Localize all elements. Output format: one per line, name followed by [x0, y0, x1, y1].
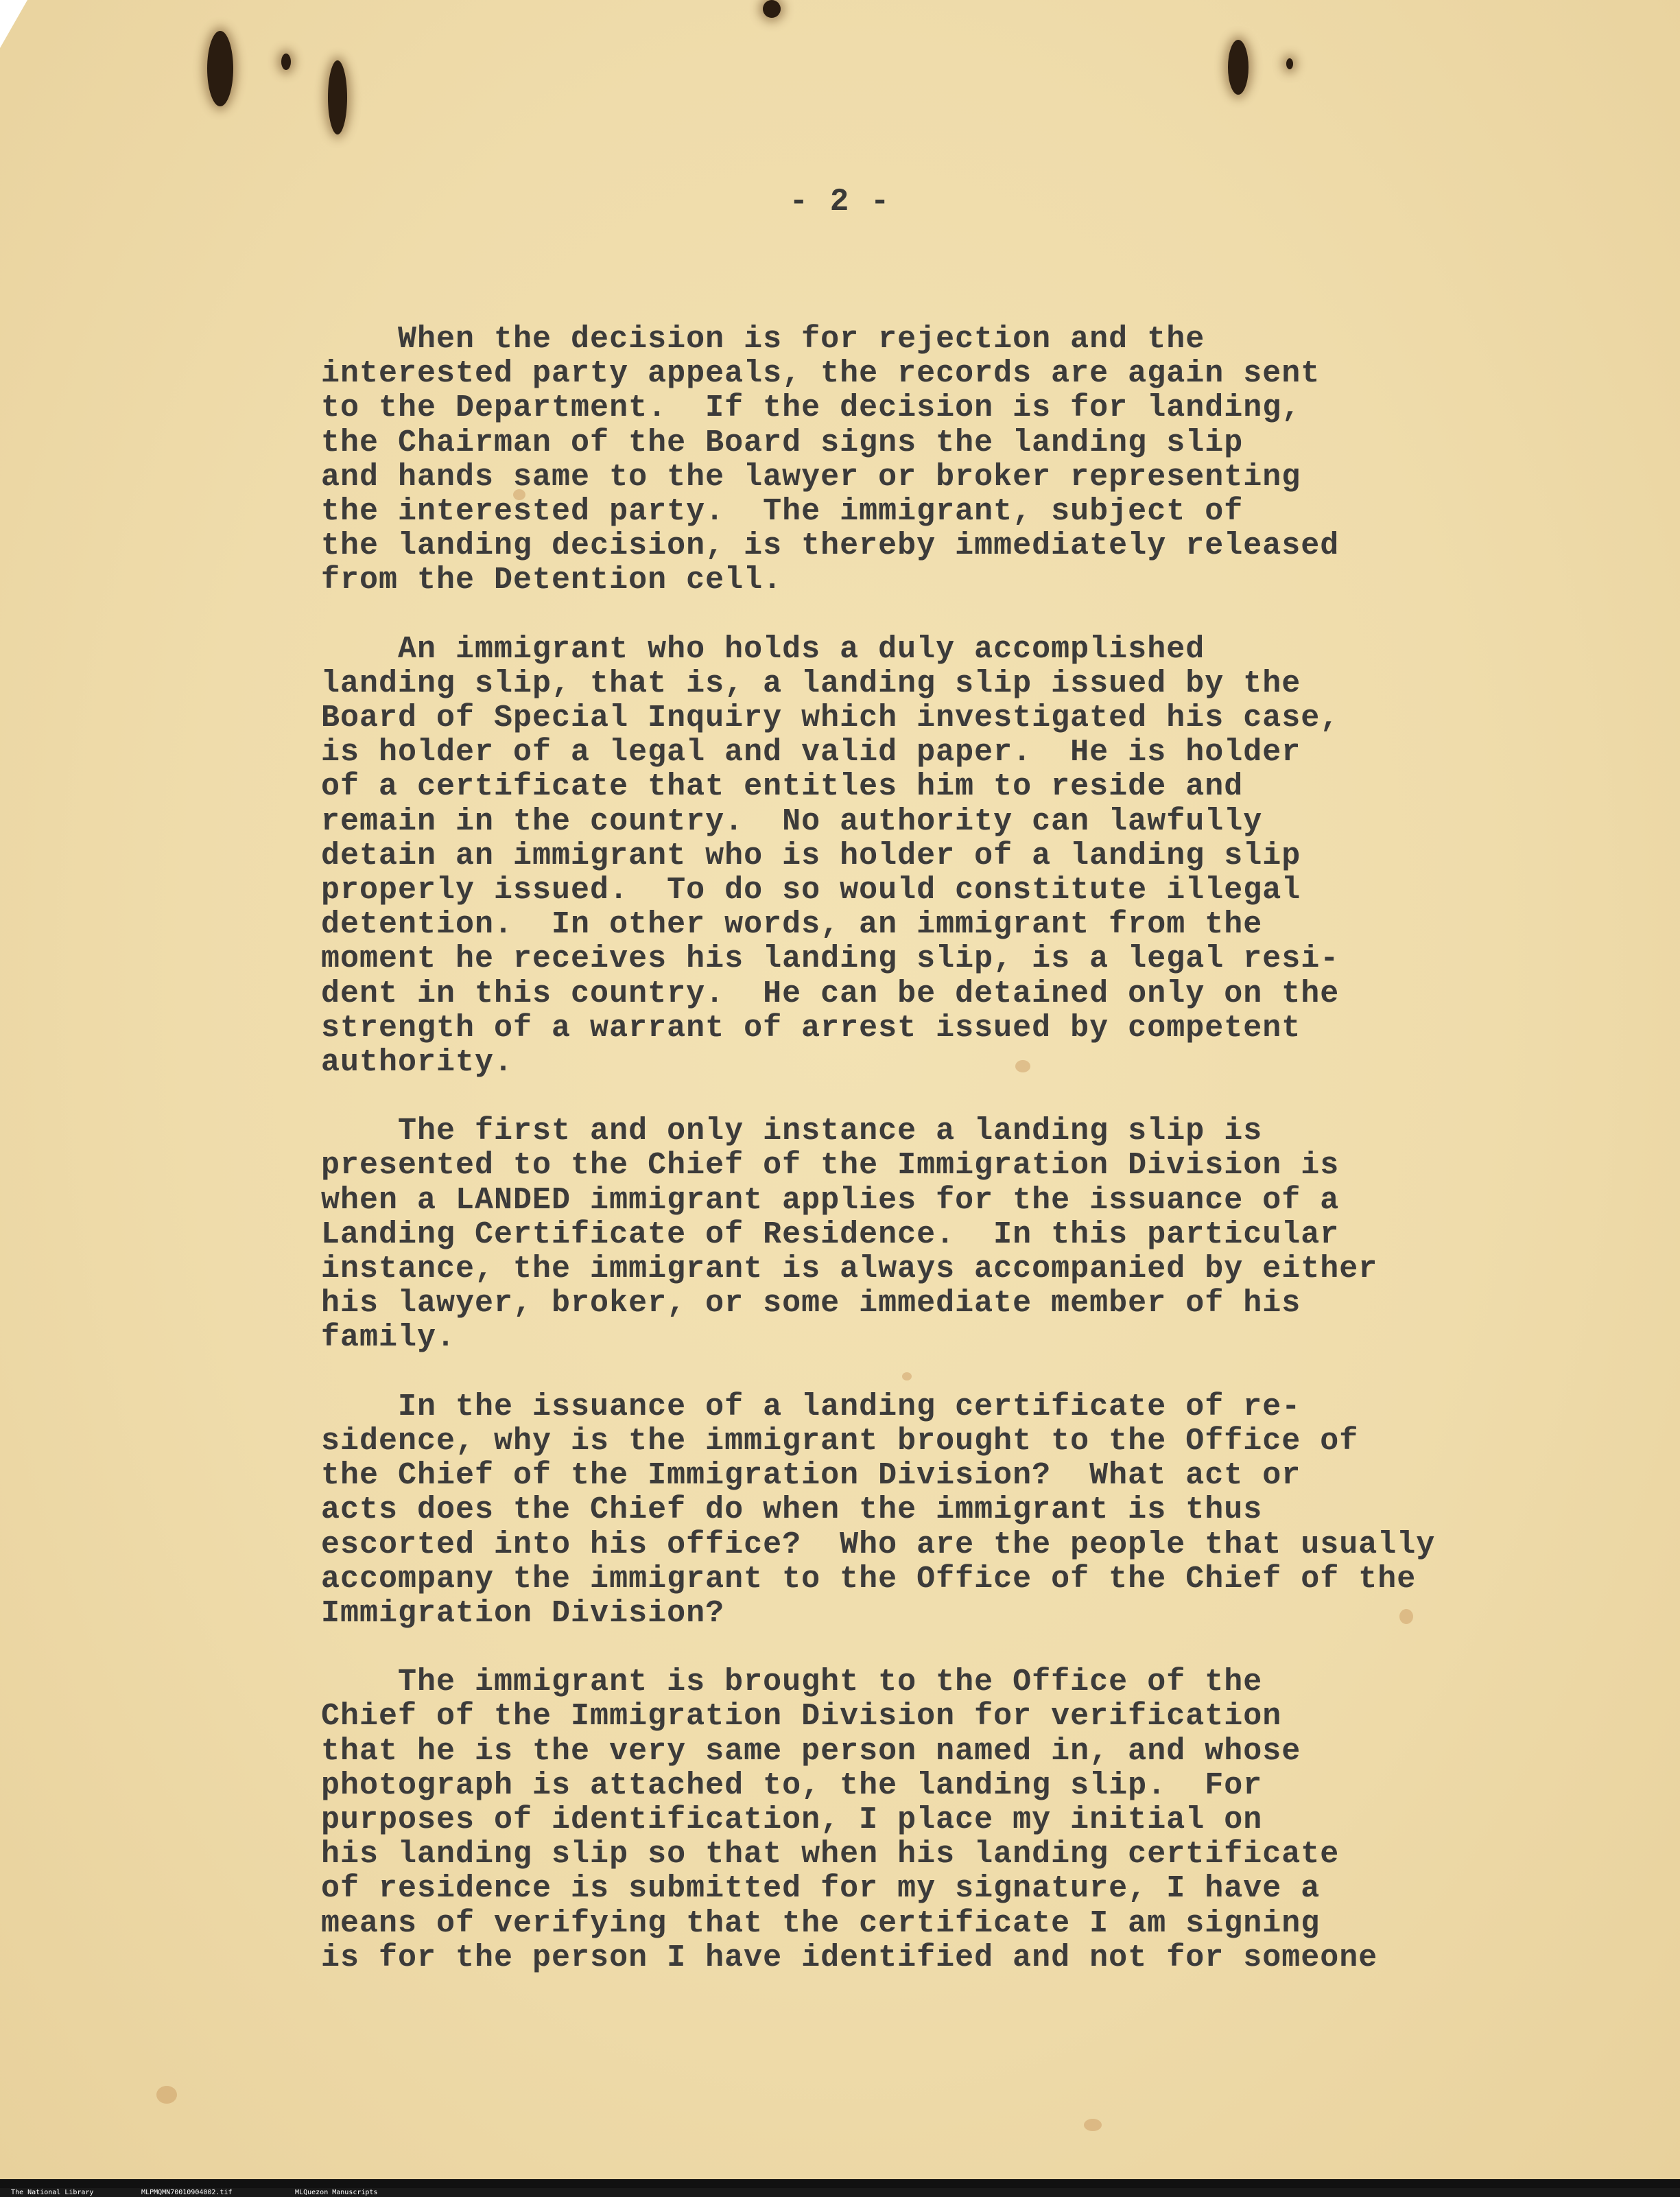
paragraph — [321, 1390, 1570, 1631]
text-line: moment he receives his landing slip, is a legal resi- — [321, 941, 1340, 977]
text-line: his landing slip so that when his landing certificate — [321, 1837, 1340, 1872]
text-line: from the Detention cell. — [321, 563, 783, 598]
text-line: means of verifying that the certificate I am signing — [321, 1905, 1321, 1941]
binding-hole — [281, 54, 291, 70]
text-line: The first and only instance a landing slip is — [321, 1114, 1263, 1149]
footer-filename: MLPMQMN70010904002.tif — [141, 2189, 233, 2196]
text-line: interested party appeals, the records are again sent — [321, 356, 1321, 392]
binding-hole — [1286, 58, 1293, 69]
paragraph — [321, 1114, 1570, 1355]
text-line: detention. In other words, an immigrant from the — [321, 907, 1263, 943]
text-line: the landing decision, is thereby immediately released — [321, 528, 1340, 564]
text-line: of residence is submitted for my signature, I have a — [321, 1871, 1321, 1907]
text-line: family. — [321, 1320, 456, 1356]
folded-corner — [0, 0, 27, 48]
text-line: dent in this country. He can be detained only on the — [321, 976, 1340, 1011]
text-line: of a certificate that entitles him to reside and — [321, 769, 1244, 805]
text-line: acts does the Chief do when the immigrant is thus — [321, 1492, 1263, 1528]
binding-hole — [763, 0, 781, 18]
page-number: - 2 - — [789, 184, 891, 220]
paragraph — [321, 1665, 1570, 1975]
text-line: to the Department. If the decision is for landing, — [321, 390, 1301, 426]
text-line: that he is the very same person named in, and whose — [321, 1733, 1301, 1769]
footer-library: The National Library — [11, 2189, 94, 2196]
text-line: accompany the immigrant to the Office of the Chief of the — [321, 1561, 1417, 1597]
text-line: is for the person I have identified and not for someone — [321, 1940, 1378, 1975]
paragraph — [321, 633, 1570, 1081]
scan-footer-bar — [0, 2179, 1680, 2196]
text-line: and hands same to the lawyer or broker representing — [321, 459, 1301, 495]
stain-spot — [156, 2086, 177, 2104]
text-line: remain in the country. No authority can lawfully — [321, 803, 1263, 839]
text-line: Landing Certificate of Residence. In this particular — [321, 1217, 1340, 1252]
footer-collection: MLQuezon Manuscripts — [295, 2189, 378, 2196]
text-line: photograph is attached to, the landing slip. For — [321, 1767, 1263, 1803]
binding-hole — [207, 31, 233, 106]
text-line: the interested party. The immigrant, subject of — [321, 494, 1244, 530]
text-line: instance, the immigrant is always accompanied by either — [321, 1252, 1378, 1287]
text-line: the Chairman of the Board signs the landing slip — [321, 425, 1244, 460]
text-line: when a LANDED immigrant applies for the issuance of a — [321, 1182, 1340, 1218]
stain-spot — [1084, 2119, 1102, 2131]
paragraph — [321, 322, 1570, 598]
binding-hole — [328, 60, 347, 134]
text-line: presented to the Chief of the Immigration Division is — [321, 1148, 1340, 1184]
text-line: The immigrant is brought to the Office of the — [321, 1665, 1263, 1700]
text-line: sidence, why is the immigrant brought to the Office of — [321, 1423, 1359, 1459]
text-line: authority. — [321, 1045, 514, 1081]
document-body — [321, 322, 1570, 2010]
text-line: landing slip, that is, a landing slip issued by the — [321, 666, 1301, 701]
text-line: is holder of a legal and valid paper. He is holder — [321, 735, 1301, 771]
text-line: detain an immigrant who is holder of a landing slip — [321, 838, 1301, 873]
text-line: the Chief of the Immigration Division? What act or — [321, 1458, 1301, 1494]
text-line: Chief of the Immigration Division for verification — [321, 1699, 1282, 1735]
text-line: purposes of identification, I place my initial on — [321, 1802, 1263, 1837]
text-line: Immigration Division? — [321, 1595, 725, 1631]
text-line: his lawyer, broker, or some immediate member of his — [321, 1286, 1301, 1321]
text-line: When the decision is for rejection and the — [321, 322, 1205, 357]
text-line: In the issuance of a landing certificate of re- — [321, 1389, 1301, 1424]
text-line: strength of a warrant of arrest issued by competent — [321, 1010, 1301, 1046]
text-line: properly issued. To do so would constitute illegal — [321, 873, 1301, 908]
text-line: escorted into his office? Who are the people that usually — [321, 1527, 1436, 1562]
text-line: Board of Special Inquiry which investigated his case, — [321, 701, 1340, 736]
binding-hole — [1228, 40, 1249, 95]
text-line: An immigrant who holds a duly accomplished — [321, 631, 1205, 667]
